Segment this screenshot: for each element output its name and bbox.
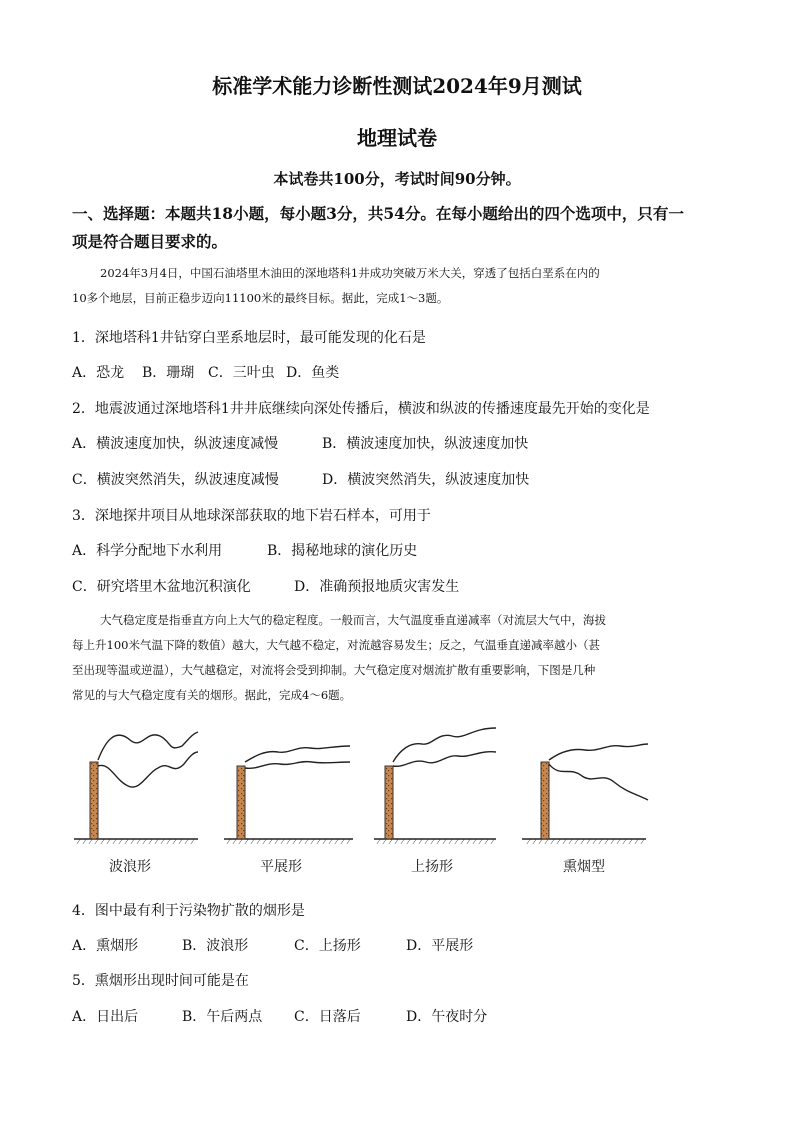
exam-note: 本试卷共100分，考试时间90分钟。 [273, 170, 521, 188]
question-2-options-row2 [72, 469, 529, 489]
question-3-options-row1 [72, 540, 417, 560]
plume-upper [245, 746, 350, 762]
question-5-stem: 5．熏烟形出现时间可能是在 [72, 973, 249, 989]
plume-figure [60, 722, 700, 852]
option-c[interactable]: C．日落后 [294, 1009, 361, 1025]
plume-lower [98, 752, 198, 787]
caption-fumigation: 熏烟型 [563, 859, 605, 875]
subject-title: 地理试卷 [357, 126, 437, 150]
plume-upper [98, 732, 198, 760]
question-1-stem: 1．深地塔科1井钻穿白垩系地层时，最可能发现的化石是 [72, 330, 426, 346]
option-b[interactable]: B．揭秘地球的演化历史 [267, 543, 418, 559]
question-2-options-row1 [72, 433, 528, 453]
section-heading [72, 200, 732, 256]
question-4-options [72, 935, 473, 955]
plume-lower [245, 762, 350, 769]
option-c[interactable]: C．上扬形 [294, 938, 361, 954]
exam-title: 标准学术能力诊断性测试2024年9月测试 [212, 74, 582, 98]
passage-1-line2: 10多个地层，目前正稳步迈向11100米的最终目标。据此，完成1～3题。 [72, 291, 449, 305]
chimney [237, 766, 245, 839]
question-3-options-row2 [72, 576, 459, 596]
option-d[interactable]: D．午夜时分 [406, 1009, 488, 1025]
question-1-options [72, 362, 339, 382]
option-a[interactable]: A．日出后 [72, 1009, 139, 1025]
plume-wave [74, 732, 198, 844]
option-a[interactable]: A．熏烟形 [72, 938, 139, 954]
option-a[interactable]: A．横波速度加快，纵波速度减慢 [72, 436, 279, 452]
plume-lower [549, 764, 648, 800]
option-c[interactable]: C．横波突然消失，纵波速度减慢 [72, 472, 279, 488]
passage-2-line3: 至出现等温或逆温），大气越稳定，对流将会受到抑制。大气稳定度对烟流扩散有重要影响，下图是几种 [72, 663, 596, 677]
plume-fumigation [522, 744, 648, 844]
passage-2-line1: 大气稳定度是指垂直方向上大气的稳定程度。一般而言，大气温度垂直递减率（对流层大气中，海拔 [100, 613, 606, 627]
option-c[interactable]: C．三叶虫 [208, 365, 275, 381]
section-heading-line1: 一、选择题：本题共18小题，每小题3分，共54分。在每小题给出的四个选项中，只有一 [72, 204, 684, 223]
question-5-options [72, 1006, 487, 1026]
chimney [385, 766, 393, 839]
option-b[interactable]: B．珊瑚 [142, 365, 195, 381]
passage-2 [72, 608, 720, 708]
plume-lofting [374, 728, 496, 844]
passage-2-line4: 常见的与大气稳定度有关的烟形。据此，完成4～6题。 [72, 688, 352, 702]
chimney [541, 762, 549, 839]
chimney [90, 762, 98, 839]
plume-lower [393, 752, 496, 767]
question-2-stem: 2．地震波通过深地塔科1井井底继续向深处传播后，横波和纵波的传播速度最先开始的变化是 [72, 401, 650, 417]
caption-flat: 平展形 [260, 859, 302, 875]
option-a[interactable]: A．恐龙 [72, 365, 125, 381]
option-d[interactable]: D．横波突然消失，纵波速度加快 [322, 472, 530, 488]
passage-1 [72, 261, 720, 311]
plume-upper [393, 728, 496, 762]
option-b[interactable]: B．横波速度加快，纵波速度加快 [322, 436, 529, 452]
option-d[interactable]: D．平展形 [406, 938, 474, 954]
option-c[interactable]: C．研究塔里木盆地沉积演化 [72, 579, 251, 595]
option-b[interactable]: B．午后两点 [182, 1009, 263, 1025]
option-d[interactable]: D．准确预报地质灾害发生 [294, 579, 460, 595]
question-4-stem: 4．图中最有利于污染物扩散的烟形是 [72, 903, 305, 919]
caption-wave: 波浪形 [109, 859, 151, 875]
section-heading-line2: 项是符合题目要求的。 [72, 232, 228, 251]
question-3-stem: 3．深地探井项目从地球深部获取的地下岩石样本，可用于 [72, 508, 431, 524]
plume-flat [224, 746, 353, 844]
passage-2-line2: 每上升100米气温下降的数值）越大，大气越不稳定，对流越容易发生；反之，气温垂直递减率越小（甚 [72, 638, 600, 652]
option-a[interactable]: A．科学分配地下水利用 [72, 543, 223, 559]
plume-upper [549, 744, 648, 760]
option-b[interactable]: B．波浪形 [182, 938, 249, 954]
passage-1-line1: 2024年3月4日，中国石油塔里木油田的深地塔科1井成功突破万米大关，穿透了包括白垩系在内的 [100, 266, 600, 280]
option-d[interactable]: D．鱼类 [286, 365, 340, 381]
caption-lofting: 上扬形 [411, 859, 453, 875]
